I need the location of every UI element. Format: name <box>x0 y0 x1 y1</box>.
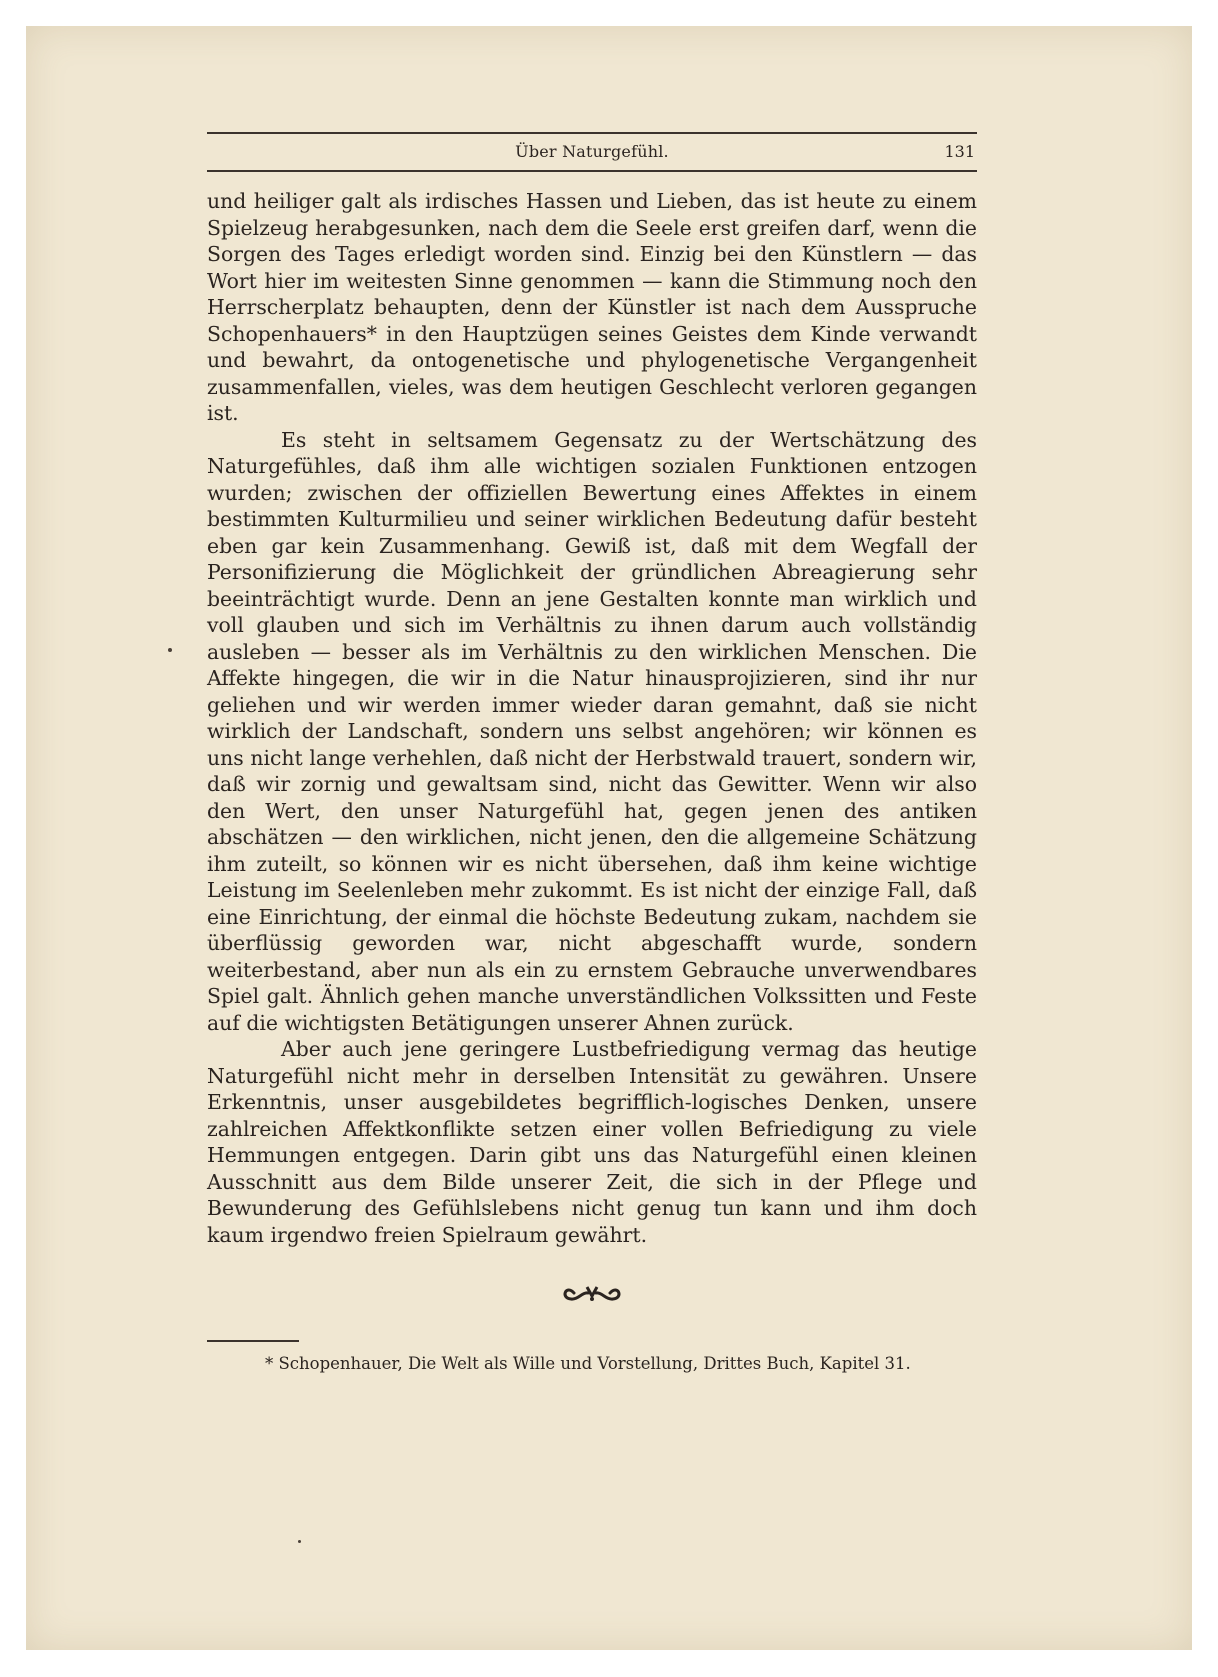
header-rule-top <box>207 132 977 134</box>
paragraph-2: Es steht in seltsamem Gegensatz zu der Wertschätzung des Naturgefühles, daß ihm alle wichtigen sozialen Funktionen entzogen wurden; zwischen der offiziellen Bewertung eines Affektes in einem bestimmten Kulturmilieu und seiner wirklichen Bedeutung dafür besteht eben gar kein Zusammenhang. Gewiß ist, daß mit dem Wegfall der Personifizierung die Möglichkeit der gründlichen Abreagierung sehr beeinträchtigt wurde. Denn an jene Gestalten konnte man wirklich und voll glauben und sich im Verhältnis zu ihnen darum auch vollständig ausleben — besser als im Verhältnis zu den wirklichen Menschen. Die Affekte hingegen, die wir in die Natur hinausprojizieren, sind ihr nur geliehen und wir werden immer wieder daran gemahnt, daß sie nicht wirklich der Landschaft, sondern uns selbst angehören; wir können es uns nicht lange verhehlen, daß nicht der Herbstwald trauert, sondern wir, daß wir zornig und gewaltsam sind, nicht das Gewitter. Wenn wir also den Wert, den unser Naturgefühl hat, gegen jenen des antiken abschätzen — den wirklichen, nicht jenen, den die allgemeine Schätzung ihm zuteilt, so können wir es nicht übersehen, daß ihm keine wichtige Leistung im Seelenleben mehr zukommt. Es ist nicht der einzige Fall, daß eine Einrichtung, der einmal die höchste Bedeutung zukam, nachdem sie überflüssig geworden war, nicht abgeschafft wurde, sondern weiterbestand, aber nun als ein zu ernstem Gebrauche unverwendbares Spiel galt. Ähnlich gehen manche unverständlichen Volkssitten und Feste auf die wichtigsten Betätigungen unserer Ahnen zurück. <box>207 427 977 1035</box>
page-content <box>207 130 977 1376</box>
paragraph-3: Aber auch jene geringere Lustbefriedigung vermag das heutige Naturgefühl nicht mehr in derselben Intensität zu gewähren. Unsere Erkenntnis, unser ausgebildetes begrifflich-logisches Denken, unsere zahlreichen Affektkonflikte setzen einer vollen Befriedigung zu viele Hemmungen entgegen. Darin gibt uns das Naturgefühl einen kleinen Ausschnitt aus dem Bilde unserer Zeit, die sich in der Pflege und Bewunderung des Gefühlslebens nicht genug tun kann und ihm doch kaum irgendwo freien Spielraum gewährt. <box>207 1037 977 1247</box>
header-rule-bottom <box>207 170 977 172</box>
page-number: 131 <box>944 142 975 161</box>
body-text <box>207 188 977 1248</box>
speck <box>298 1540 301 1543</box>
footnote: * Schopenhauer, Die Welt als Wille und Vorstellung, Drittes Buch, Kapitel 31. <box>265 1353 911 1373</box>
running-header <box>207 130 977 174</box>
printer-ornament-icon <box>207 1282 977 1306</box>
speck <box>168 648 172 652</box>
running-title: Über Naturgefühl. <box>515 142 669 161</box>
footnote-rule <box>207 1340 299 1342</box>
paragraph-1: und heiliger galt als irdisches Hassen und Lieben, das ist heute zu einem Spielzeug herabgesunken, nach dem die Seele erst greifen darf, wenn die Sorgen des Tages erledigt worden sind. Einzig bei den Künstlern — das Wort hier im weitesten Sinne genommen — kann die Stimmung noch den Herrscherplatz behaupten, denn der Künstler ist nach dem Ausspruche Schopenhauers* in den Hauptzügen seines Geistes dem Kinde verwandt und bewahrt, da ontogenetische und phylogenetische Vergangenheit zusammenfallen, vieles, was dem heutigen Geschlecht verloren gegangen ist. <box>207 189 977 425</box>
